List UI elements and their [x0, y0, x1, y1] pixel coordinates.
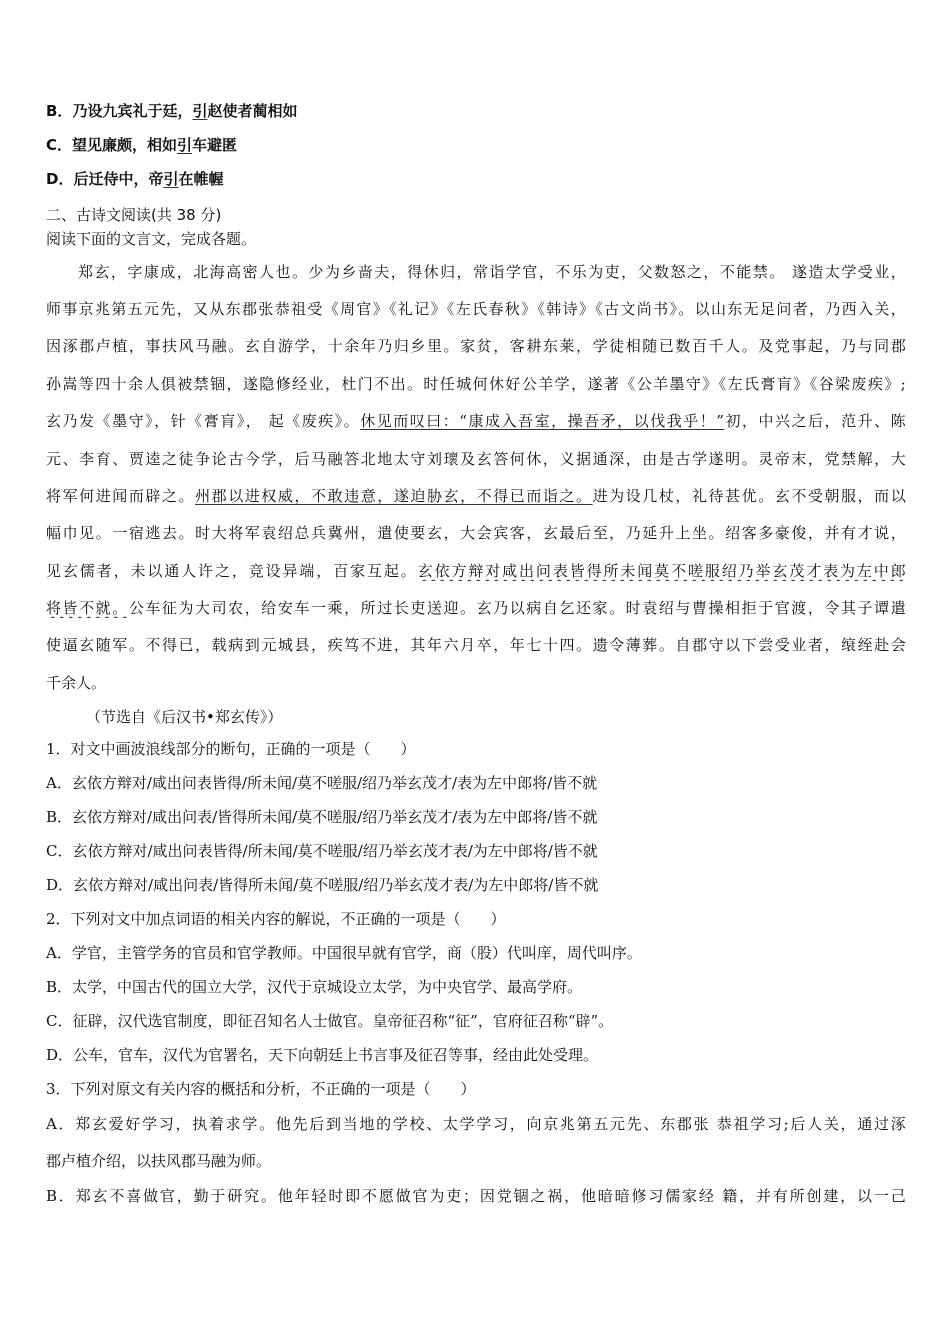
passage-line-1: 郑玄，字康成，北海高密人也。少为乡啬夫，得休归，常诣学官，不乐为吏，父数怒之，不能禁。 遂造太学受业， [78, 263, 906, 281]
passage-line-10: 将皆不就。公车征为大司农，给安车一乘，所过长吏送迎。玄乃以病自乞还家。时袁绍与曹操相拒于官渡，令其子谭遣 [46, 599, 906, 617]
q2-option-d: D．公车，官车，汉代为官署名，天下向朝廷上书言事及征召等事，经由此处受理。 [46, 1046, 599, 1064]
passage-line-3: 因涿郡卢植，事扶风马融。玄自游学，十余年乃归乡里。家贫，客耕东莱，学徒相随已数百千人。及党事起，乃与同郡 [46, 337, 906, 355]
passage-line-11: 使逼玄随军。不得已，载病到元城县，疾笃不进，其年六月卒，年七十四。遗令薄葬。自郡守以下尝受业者，缞绖赴会 [46, 636, 906, 654]
question-1-stem: 1．对文中画波浪线部分的断句，正确的一项是（ ） [46, 740, 416, 758]
passage-line-4: 孙嵩等四十余人俱被禁锢，遂隐修经业，杜门不出。时任城何休好公羊学，遂著《公羊墨守》《左氏膏肓》《谷梁废疾》; [46, 375, 906, 393]
wavy-underlined-text: 玄依方辩对咸出问表皆得所未闻莫不嗟服绍乃举玄茂才表为左中郎 [417, 562, 906, 580]
underlined-quote: 休见而叹曰：“康成入吾室，操吾矛，以伐我乎！” [360, 412, 725, 430]
passage-line-7: 将军何进闻而辟之。州郡以进权威，不敢违意，遂迫胁玄，不得已而诣之。进为设几杖，礼待甚优。玄不受朝服，而以 [46, 487, 906, 505]
instruction: 阅读下面的文言文，完成各题。 [46, 230, 257, 248]
passage-line-5: 玄乃发《墨守》，针《膏肓》， 起《废疾》。休见而叹曰：“康成入吾室，操吾矛，以伐我乎！”初，中兴之后，范升、陈 [46, 412, 906, 430]
q3-option-a-line-2: 郡卢植介绍，以扶风郡马融为师。 [46, 1152, 272, 1170]
q2-option-a: A．学官，主管学务的官员和官学教师。中国很早就有官学，商（股）代叫庠，周代叫序。 [46, 944, 642, 962]
option-c-top: C．望见廉颇，相如引车避匿 [46, 136, 238, 154]
passage-line-12: 千余人。 [46, 674, 107, 692]
option-d-top: D．后迁侍中，帝引在帷幄 [46, 170, 224, 188]
passage-line-2: 师事京兆第五元先，又从东郡张恭祖受《周官》《礼记》《左氏春秋》《韩诗》《古文尚书》。以山东无足问者，乃西入关， [46, 300, 906, 318]
passage-source: （节选自《后汉书•郑玄传》） [86, 708, 283, 726]
section-title: 二、古诗文阅读(共 38 分) [46, 206, 222, 224]
q1-option-d: D．玄依方辩对/咸出问表/皆得所未闻/莫不嗟服/绍乃举玄茂才表/为左中郎将/皆不就 [46, 876, 599, 894]
underlined-sentence: 州郡以进权威，不敢违意，遂迫胁玄，不得已而诣之。 [195, 487, 593, 505]
q2-option-c: C．征辟，汉代选官制度，即征召知名人士做官。皇帝征召称“征”，官府征召称“辟”。 [46, 1012, 614, 1030]
q2-option-b: B．太学，中国古代的国立大学，汉代于京城设立太学，为中央官学、最高学府。 [46, 978, 583, 996]
passage-line-9: 见玄儒者，未以通人许之，竞设异端，百家互起。玄依方辩对咸出问表皆得所未闻莫不嗟服绍乃举玄茂才表为左中郎 [46, 562, 906, 580]
passage-line-6: 元、李育、贾逵之徒争论古今学，后马融答北地太守刘瓌及玄答何休，义据通深，由是古学遂明。灵帝末，党禁解，大 [46, 450, 906, 468]
q1-option-c: C．玄依方辩对/咸出问表皆得/所未闻/莫不嗟服/绍乃举玄茂才表/为左中郎将/皆不就 [46, 842, 598, 860]
passage-line-8: 幅巾见。一宿逃去。时大将军袁绍总兵冀州，遣使要玄，大会宾客，玄最后至，乃延升上坐。绍客多豪俊，并有才说， [46, 524, 906, 542]
q3-option-a-line-1: A．郑玄爱好学习，执着求学。他先后到当地的学校、太学学习，向京兆第五元先、东郡张 恭祖学习;后人关，通过涿 [46, 1115, 906, 1133]
question-3-stem: 3．下列对原文有关内容的概括和分析，不正确的一项是（ ） [46, 1080, 476, 1098]
wavy-underlined-text-end: 将皆不就。 [46, 599, 129, 617]
q1-option-a: A．玄依方辩对/咸出问表皆得/所未闻/莫不嗟服/绍乃举玄茂才/表为左中郎将/皆不就 [46, 774, 598, 792]
q1-option-b: B．玄依方辩对/咸出问表/皆得所未闻/莫不嗟服/绍乃举玄茂才/表为左中郎将/皆不就 [46, 808, 598, 826]
option-b-top: B．乃设九宾礼于廷，引赵使者蔺相如 [46, 102, 298, 120]
q3-option-b-line-1: B．郑玄不喜做官，勤于研究。他年轻时即不愿做官为吏；因党锢之祸，他暗暗修习儒家经 籍，并有所创建，以一己 [46, 1187, 906, 1205]
question-2-stem: 2．下列对文中加点词语的相关内容的解说，不正确的一项是（ ） [46, 910, 506, 928]
